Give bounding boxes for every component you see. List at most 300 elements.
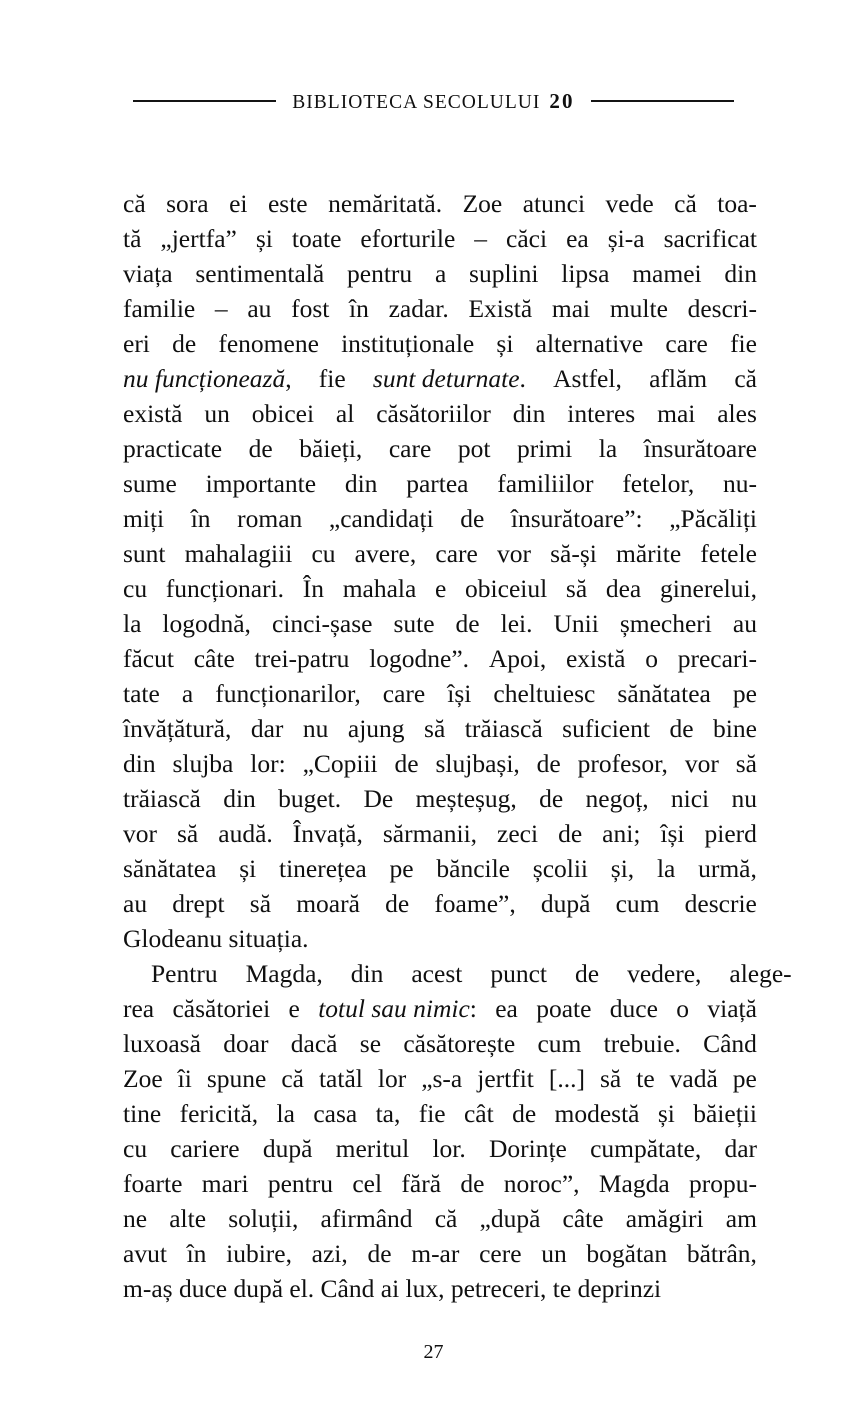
text-word: vadă: [669, 1064, 718, 1093]
text-word: de: [394, 749, 419, 778]
text-word: că: [123, 189, 146, 218]
text-word: că: [674, 189, 697, 218]
text-word: audă.: [218, 819, 273, 848]
text-word: să: [565, 574, 588, 603]
text-word: tă: [123, 224, 142, 253]
text-word: căci: [506, 224, 548, 253]
text-word: azi,: [311, 1239, 348, 1268]
text-word: fost: [291, 294, 330, 323]
text-word: să: [735, 749, 757, 778]
text-word: din: [223, 784, 256, 813]
text-word: există: [565, 644, 626, 673]
text-word: și-a: [607, 224, 645, 253]
text-word: de: [460, 504, 485, 533]
text-word: foame”,: [434, 889, 516, 918]
text-word: dar: [250, 714, 284, 743]
text-word: sume: [123, 469, 177, 498]
text-word: tine: [123, 1099, 162, 1128]
text-word: cinci-șase: [271, 609, 373, 638]
text-word: de: [460, 1169, 485, 1198]
text-word: descri-: [687, 294, 757, 323]
text-word: mai: [551, 294, 591, 323]
text-word: în: [190, 504, 211, 533]
text-line: [123, 1061, 757, 1096]
text-word: suplini: [469, 259, 539, 288]
text-word: am: [725, 1204, 757, 1233]
text-word: trebuie.: [603, 1029, 681, 1058]
text-word: la: [276, 1099, 295, 1128]
text-word: căsătoriei: [172, 994, 271, 1023]
text-word: lor.: [432, 1134, 466, 1163]
text-word: De: [363, 784, 394, 813]
text-word: însurătoare”:: [510, 504, 643, 533]
text-word: fenomene: [218, 329, 319, 358]
text-word: mărite: [616, 539, 682, 568]
text-word: acest: [411, 959, 463, 988]
text-word: Magda,: [245, 959, 323, 988]
text-word: sentimentală: [195, 259, 325, 288]
text-word: să: [600, 1064, 622, 1093]
text-word: Astfel,: [553, 364, 622, 393]
text-word: propu-: [689, 1169, 757, 1198]
text-word: să-și: [550, 539, 597, 568]
text-word: funcționari.: [165, 574, 285, 603]
text-word: dea: [605, 574, 642, 603]
text-word: cu: [311, 539, 336, 568]
text-word: primi: [516, 434, 573, 463]
text-word: slujbași,: [435, 749, 520, 778]
text-word: alte: [169, 1204, 207, 1233]
text-word: „Păcăliți: [669, 504, 757, 533]
text-word: făcut: [123, 644, 174, 673]
text-word: multe: [609, 294, 668, 323]
text-line: [123, 536, 757, 571]
text-word: care: [382, 679, 426, 708]
text-word: școlii: [532, 854, 589, 883]
text-word: meritul: [335, 1134, 410, 1163]
text-word: din: [123, 749, 156, 778]
text-word: că: [281, 1064, 304, 1093]
text-word: de: [455, 609, 480, 638]
text-word: toa-: [717, 189, 757, 218]
text-word: afirmând: [320, 1204, 413, 1233]
text-word: și: [255, 224, 273, 253]
text-word: de: [539, 784, 564, 813]
text-word: Apoi,: [488, 644, 547, 673]
text-word: vede: [605, 189, 654, 218]
text-line: [123, 361, 757, 396]
text-word: soluții,: [228, 1204, 299, 1233]
text-word: Zoe: [462, 189, 503, 218]
text-word: există: [123, 399, 183, 428]
text-word: luxoasă: [123, 1029, 201, 1058]
text-word: meșteșug,: [415, 784, 517, 813]
text-word: cu: [123, 574, 148, 603]
text-word: că: [734, 364, 757, 393]
text-word: lor:: [250, 749, 286, 778]
text-word: atunci: [522, 189, 586, 218]
text-word: mari: [201, 1169, 249, 1198]
text-line: [123, 746, 757, 781]
text-word: Magda: [598, 1169, 670, 1198]
text-word: de: [669, 714, 694, 743]
text-word: –: [214, 294, 228, 323]
text-word: buget.: [278, 784, 342, 813]
text-word: tatăl: [318, 1064, 363, 1093]
text-word: la: [123, 609, 142, 638]
text-word: „s-a: [421, 1064, 463, 1093]
text-word: funcționarilor,: [215, 679, 361, 708]
text-word: fericită,: [179, 1099, 259, 1128]
text-word: ne: [123, 1204, 148, 1233]
text-word: de: [385, 889, 410, 918]
text-word: își: [660, 819, 685, 848]
text-word: vor: [123, 819, 157, 848]
text-word: au: [247, 294, 272, 323]
text-word: miți: [123, 504, 165, 533]
text-word: trăiască: [464, 714, 543, 743]
text-word: moară: [296, 889, 360, 918]
running-head-text: [292, 89, 574, 114]
text-word: doar: [223, 1029, 269, 1058]
text-word: după: [540, 889, 591, 918]
text-word: și: [496, 329, 514, 358]
text-word: cu: [123, 1134, 148, 1163]
text-word: sute: [393, 609, 435, 638]
text-word: modestă: [554, 1099, 640, 1128]
text-word: alege-: [729, 959, 792, 988]
text-line: [123, 431, 757, 466]
text-word: a: [434, 259, 447, 288]
text-word: fetele: [700, 539, 757, 568]
text-word: băncile: [436, 854, 510, 883]
text-word: un: [204, 399, 230, 428]
text-line: [123, 886, 757, 921]
text-word: dar: [724, 1134, 757, 1163]
text-word: ajung: [347, 714, 405, 743]
text-word: [...]: [548, 1064, 585, 1093]
text-word: –: [474, 224, 488, 253]
running-head-title: BIBLIOTECA SECOLULUI: [292, 91, 541, 113]
text-word: a: [181, 679, 194, 708]
text-word: roman: [237, 504, 303, 533]
text-word: poate: [536, 994, 592, 1023]
text-word: să: [424, 714, 446, 743]
text-line: [123, 991, 757, 1026]
text-word: cariere: [170, 1134, 240, 1163]
running-head-rule-right: [591, 100, 734, 102]
text-word: din: [724, 259, 757, 288]
text-word: tinerețea: [278, 854, 367, 883]
text-line: [123, 606, 757, 641]
text-word: câte: [562, 1204, 604, 1233]
text-word: alternative: [535, 329, 644, 358]
text-word: Există: [468, 294, 533, 323]
text-word: cum: [615, 889, 660, 918]
text-word: profesor,: [577, 749, 668, 778]
text-word: sora: [166, 189, 209, 218]
text-word: și: [657, 1099, 675, 1128]
text-word: ea: [495, 994, 518, 1023]
text-word: viața: [123, 259, 173, 288]
text-word: de: [367, 1239, 392, 1268]
text-word: ea: [566, 224, 589, 253]
text-word: sunt deturnate.: [372, 364, 526, 393]
text-word: sărmanii,: [382, 819, 478, 848]
text-word: rea: [123, 994, 155, 1023]
text-word: e: [288, 994, 300, 1023]
text-word: spune: [206, 1064, 267, 1093]
text-word: își: [447, 679, 472, 708]
text-word: fie: [418, 1099, 446, 1128]
text-word: și: [239, 854, 257, 883]
text-word: zadar.: [388, 294, 449, 323]
text-word: din: [344, 469, 378, 498]
text-word: punct: [490, 959, 547, 988]
text-word: bogătan: [586, 1239, 668, 1268]
text-word: la: [598, 434, 618, 463]
text-word: slujba: [172, 749, 234, 778]
text-line: [123, 1236, 757, 1271]
text-word: pentru: [347, 259, 413, 288]
text-word: bine: [713, 714, 757, 743]
text-word: de: [512, 1099, 537, 1128]
text-word: în: [186, 1239, 207, 1268]
text-word: dacă: [290, 1029, 338, 1058]
text-word: zeci: [497, 819, 539, 848]
running-head-number: 20: [549, 88, 575, 113]
text-word: care: [665, 329, 708, 358]
text-word: învățătură,: [123, 714, 232, 743]
text-word: nu: [731, 784, 757, 813]
text-line: [123, 221, 757, 256]
text-word: șmecheri: [619, 609, 712, 638]
text-word: pe: [732, 1064, 757, 1093]
text-word: să: [249, 889, 272, 918]
text-word: căsătoriilor: [376, 399, 491, 428]
text-word: iubire,: [226, 1239, 292, 1268]
text-word: noroc”,: [503, 1169, 580, 1198]
text-word: sunt: [123, 539, 166, 568]
text-word: „după: [479, 1204, 541, 1233]
text-word: ei: [229, 189, 248, 218]
text-word: suficient: [562, 714, 650, 743]
text-word: vedere,: [627, 959, 702, 988]
body-text: [123, 186, 792, 1306]
text-word: fetelor,: [622, 469, 695, 498]
text-word: al: [335, 399, 355, 428]
text-word: fie: [730, 329, 757, 358]
text-word: eforturile: [360, 224, 456, 253]
text-word: băieți,: [299, 434, 363, 463]
text-word: „Copiii: [302, 749, 378, 778]
text-word: nu-: [722, 469, 757, 498]
text-word: nu: [302, 714, 329, 743]
text-word: după: [262, 1134, 313, 1163]
text-word: din: [512, 399, 546, 428]
text-word: amăgiri: [625, 1204, 704, 1233]
text-word: eri: [123, 329, 150, 358]
text-word: ta,: [375, 1099, 401, 1128]
text-line: Glodeanu situația.: [123, 924, 309, 953]
text-word: o: [645, 644, 658, 673]
text-word: instituționale: [341, 329, 475, 358]
text-line: [123, 501, 757, 536]
text-word: căsătorește: [403, 1029, 516, 1058]
text-word: drept: [172, 889, 225, 918]
text-word: Dorințe: [488, 1134, 567, 1163]
text-word: în: [349, 294, 369, 323]
text-word: pentru: [267, 1169, 334, 1198]
text-word: bătrân,: [686, 1239, 757, 1268]
text-word: viață: [707, 994, 757, 1023]
text-word: ginerelui,: [659, 574, 757, 603]
text-word: avut: [123, 1239, 167, 1268]
text-word: băieții: [693, 1099, 757, 1128]
text-word: pe: [732, 679, 757, 708]
text-word: un: [541, 1239, 567, 1268]
text-word: obiceiul: [465, 574, 548, 603]
text-word: vor: [496, 539, 531, 568]
text-word: negoț,: [585, 784, 649, 813]
text-word: Unii: [553, 609, 599, 638]
text-word: mahalagiii: [184, 539, 293, 568]
text-line: [123, 1096, 757, 1131]
running-head-rule-left: [133, 100, 276, 102]
text-word: cere: [479, 1239, 522, 1268]
text-line: m-aș duce după el. Când ai lux, petreceri, te deprinzi: [123, 1274, 662, 1303]
text-word: cumpătate,: [590, 1134, 702, 1163]
text-word: pierd: [704, 819, 757, 848]
text-word: pe: [389, 854, 414, 883]
text-word: jertfit: [477, 1064, 534, 1093]
text-line: [123, 816, 757, 851]
text-word: casa: [313, 1099, 358, 1128]
text-word: te: [636, 1064, 655, 1093]
text-word: că: [434, 1204, 458, 1233]
text-word: lor: [377, 1064, 407, 1093]
text-word: cel: [352, 1169, 383, 1198]
text-word: foarte: [123, 1169, 183, 1198]
text-word: urmă,: [698, 854, 757, 883]
text-word: Zoe: [123, 1064, 163, 1093]
text-word: câte: [193, 644, 235, 673]
text-word: ales: [717, 399, 757, 428]
text-word: sănătatea: [123, 854, 217, 883]
text-word: au: [123, 889, 148, 918]
text-word: interes: [567, 399, 636, 428]
text-line: [123, 711, 757, 746]
text-word: toate: [291, 224, 342, 253]
text-word: precari-: [677, 644, 757, 673]
text-line: [123, 571, 757, 606]
text-word: aflăm: [649, 364, 708, 393]
text-word: nu funcționează,: [123, 364, 292, 393]
text-word: vor: [684, 749, 719, 778]
text-line: [123, 326, 757, 361]
text-word: mahala: [342, 574, 417, 603]
text-word: sănătatea: [617, 679, 711, 708]
text-line: [123, 1026, 757, 1061]
text-line: [123, 781, 757, 816]
text-line: [123, 256, 757, 291]
text-word: fie: [318, 364, 346, 393]
text-word: familiilor: [497, 469, 594, 498]
text-line: [123, 1166, 757, 1201]
text-word: este: [267, 189, 308, 218]
text-word: obicei: [251, 399, 315, 428]
text-word: cheltuiesc: [493, 679, 596, 708]
text-word: e: [435, 574, 447, 603]
text-word: de: [248, 434, 273, 463]
text-word: lipsa: [561, 259, 610, 288]
text-word: mai: [657, 399, 696, 428]
text-word: au: [732, 609, 757, 638]
text-line: [123, 466, 757, 501]
page-number: 27: [423, 1341, 444, 1363]
text-word: se: [359, 1029, 382, 1058]
text-word: care: [435, 539, 478, 568]
text-word: îi: [177, 1064, 192, 1093]
text-word: să: [177, 819, 199, 848]
text-word: lei.: [500, 609, 533, 638]
text-word: însurătoare: [643, 434, 757, 463]
text-line: [123, 1131, 757, 1166]
text-word: partea: [406, 469, 469, 498]
text-word: de: [558, 819, 583, 848]
text-word: de: [172, 329, 197, 358]
text-word: descrie: [684, 889, 757, 918]
text-word: totul sau nimic:: [318, 994, 477, 1023]
text-word: de: [536, 749, 561, 778]
text-word: de: [574, 959, 600, 988]
text-word: practicate: [123, 434, 223, 463]
text-word: Când: [703, 1029, 757, 1058]
text-word: cât: [463, 1099, 494, 1128]
text-word: nemăritată.: [328, 189, 443, 218]
text-word: În: [302, 574, 324, 603]
text-line: [123, 676, 757, 711]
text-word: logodnă,: [162, 609, 251, 638]
text-word: „candidați: [328, 504, 434, 533]
text-word: familie: [123, 294, 196, 323]
text-word: logodne”.: [369, 644, 470, 673]
text-word: avere,: [354, 539, 417, 568]
text-word: Pentru: [151, 959, 218, 988]
text-word: care: [388, 434, 432, 463]
text-word: m-ar: [411, 1239, 460, 1268]
text-word: mamei: [632, 259, 702, 288]
text-word: sacrificat: [663, 224, 757, 253]
text-word: trăiască: [123, 784, 201, 813]
running-head: [0, 84, 867, 118]
text-line: [123, 641, 757, 676]
text-line: [123, 851, 757, 886]
text-line: [123, 396, 757, 431]
text-word: la: [656, 854, 676, 883]
text-line: [123, 186, 757, 221]
text-word: importante: [205, 469, 317, 498]
text-word: nici: [670, 784, 710, 813]
text-word: cum: [537, 1029, 582, 1058]
text-line: [123, 1201, 757, 1236]
text-word: Învață,: [292, 819, 363, 848]
text-word: din: [350, 959, 384, 988]
text-word: o: [676, 994, 690, 1023]
text-line: [123, 956, 792, 991]
text-word: ani;: [602, 819, 641, 848]
text-word: duce: [609, 994, 658, 1023]
